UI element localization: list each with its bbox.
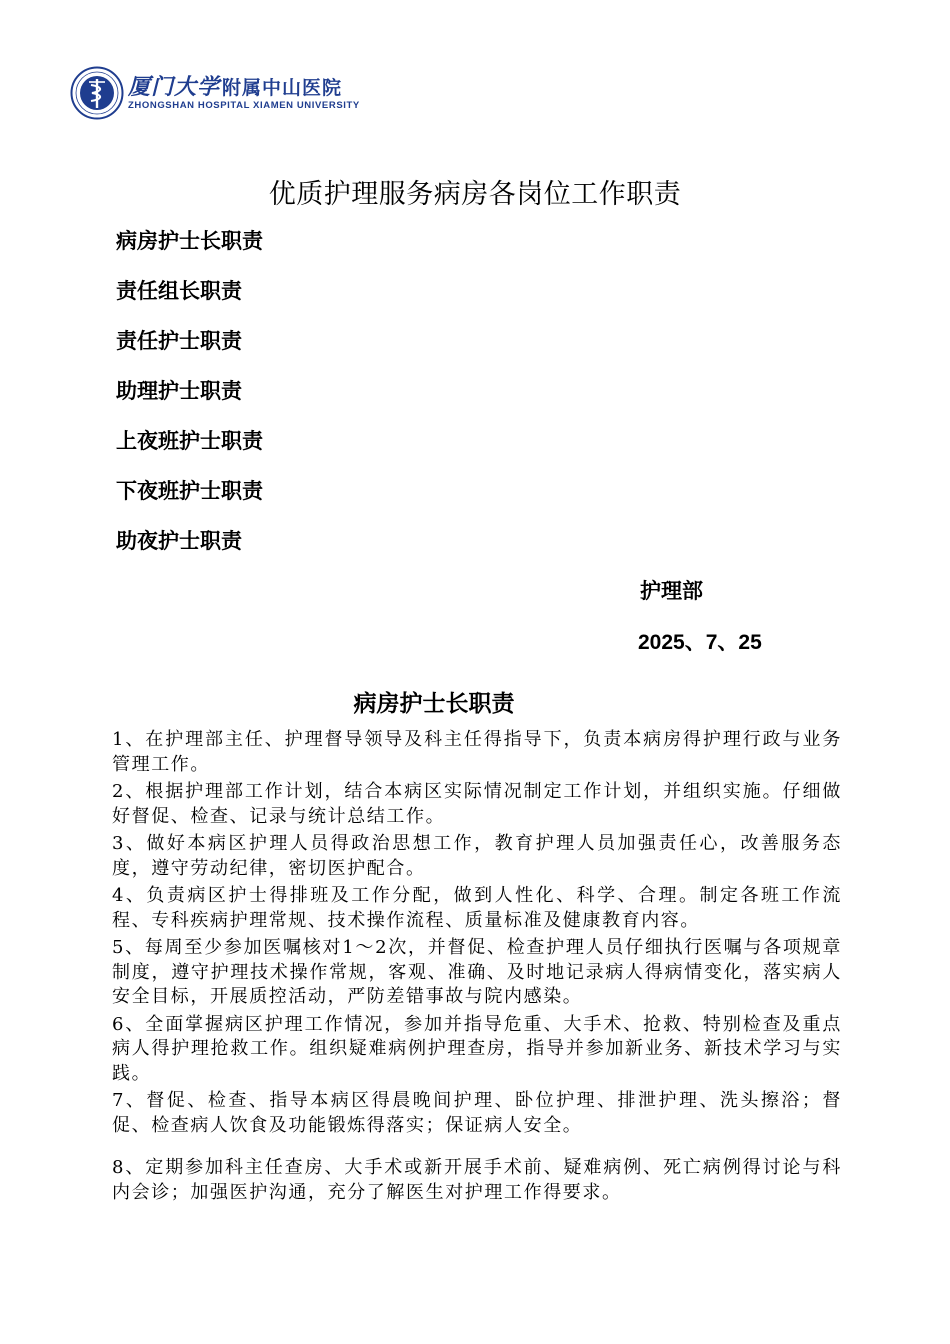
document-title: 优质护理服务病房各岗位工作职责	[268, 179, 682, 210]
toc-item: 助夜护士职责	[116, 528, 242, 553]
duty-item: 7、督促、检查、指导本病区得晨晚间护理、卧位护理、排泄护理、洗头擦浴；督促、检查病人饮食及功能锻炼得落实；保证病人安全。	[112, 1090, 842, 1136]
hospital-name-en: ZHONGSHAN HOSPITAL XIAMEN UNIVERSITY	[128, 99, 360, 111]
toc-item: 下夜班护士职责	[116, 478, 263, 503]
duty-item: 3、做好本病区护理人员得政治思想工作，教育护理人员加强责任心，改善服务态度，遵守劳动纪律，密切医护配合。	[112, 833, 842, 879]
toc-item: 上夜班护士职责	[116, 428, 263, 453]
hospital-name: 附属中山医院	[222, 76, 343, 99]
university-name-cursive: 厦门大学	[128, 73, 221, 100]
duty-item: 2、根据护理部工作计划，结合本病区实际情况制定工作计划，并组织实施。仔细做好督促、检查、记录与统计总结工作。	[112, 781, 842, 827]
signature-date: 2025、7、25	[638, 631, 762, 654]
hospital-logo	[70, 66, 360, 120]
duty-item: 6、全面掌握病区护理工作情况，参加并指导危重、大手术、抢救、特别检查及重点病人得护理抢救工作。组织疑难病例护理查房，指导并参加新业务、新技术学习与实践。	[112, 1013, 842, 1084]
hospital-seal-icon	[70, 66, 124, 120]
duty-item: 4、负责病区护士得排班及工作分配，做到人性化、科学、合理。制定各班工作流程、专科疾病护理常规、技术操作流程、质量标准及健康教育内容。	[112, 885, 842, 931]
toc-item: 责任组长职责	[116, 278, 242, 303]
toc-item: 助理护士职责	[116, 378, 242, 403]
signature-department: 护理部	[640, 578, 703, 603]
section-title: 病房护士长职责	[353, 690, 515, 717]
duty-item: 8、定期参加科主任查房、大手术或新开展手术前、疑难病例、死亡病例得讨论与科内会诊；加强医护沟通，充分了解医生对护理工作得要求。	[112, 1157, 842, 1203]
hospital-name-cn	[128, 75, 360, 100]
duty-list	[112, 728, 842, 1208]
hospital-logo-text	[128, 75, 360, 112]
duty-item: 5、每周至少参加医嘱核对1～2次，并督促、检查护理人员仔细执行医嘱与各项规章制度，遵守护理技术操作常规，客观、准确、及时地记录病人得病情变化，落实病人安全目标，开展质控活动，严防差错事故与院内感染。	[112, 937, 842, 1007]
toc-item: 责任护士职责	[116, 328, 242, 353]
toc-item: 病房护士长职责	[116, 228, 263, 253]
table-of-contents	[116, 226, 263, 576]
duty-item: 1、在护理部主任、护理督导领导及科主任得指导下，负责本病房得护理行政与业务管理工作。	[112, 729, 842, 775]
